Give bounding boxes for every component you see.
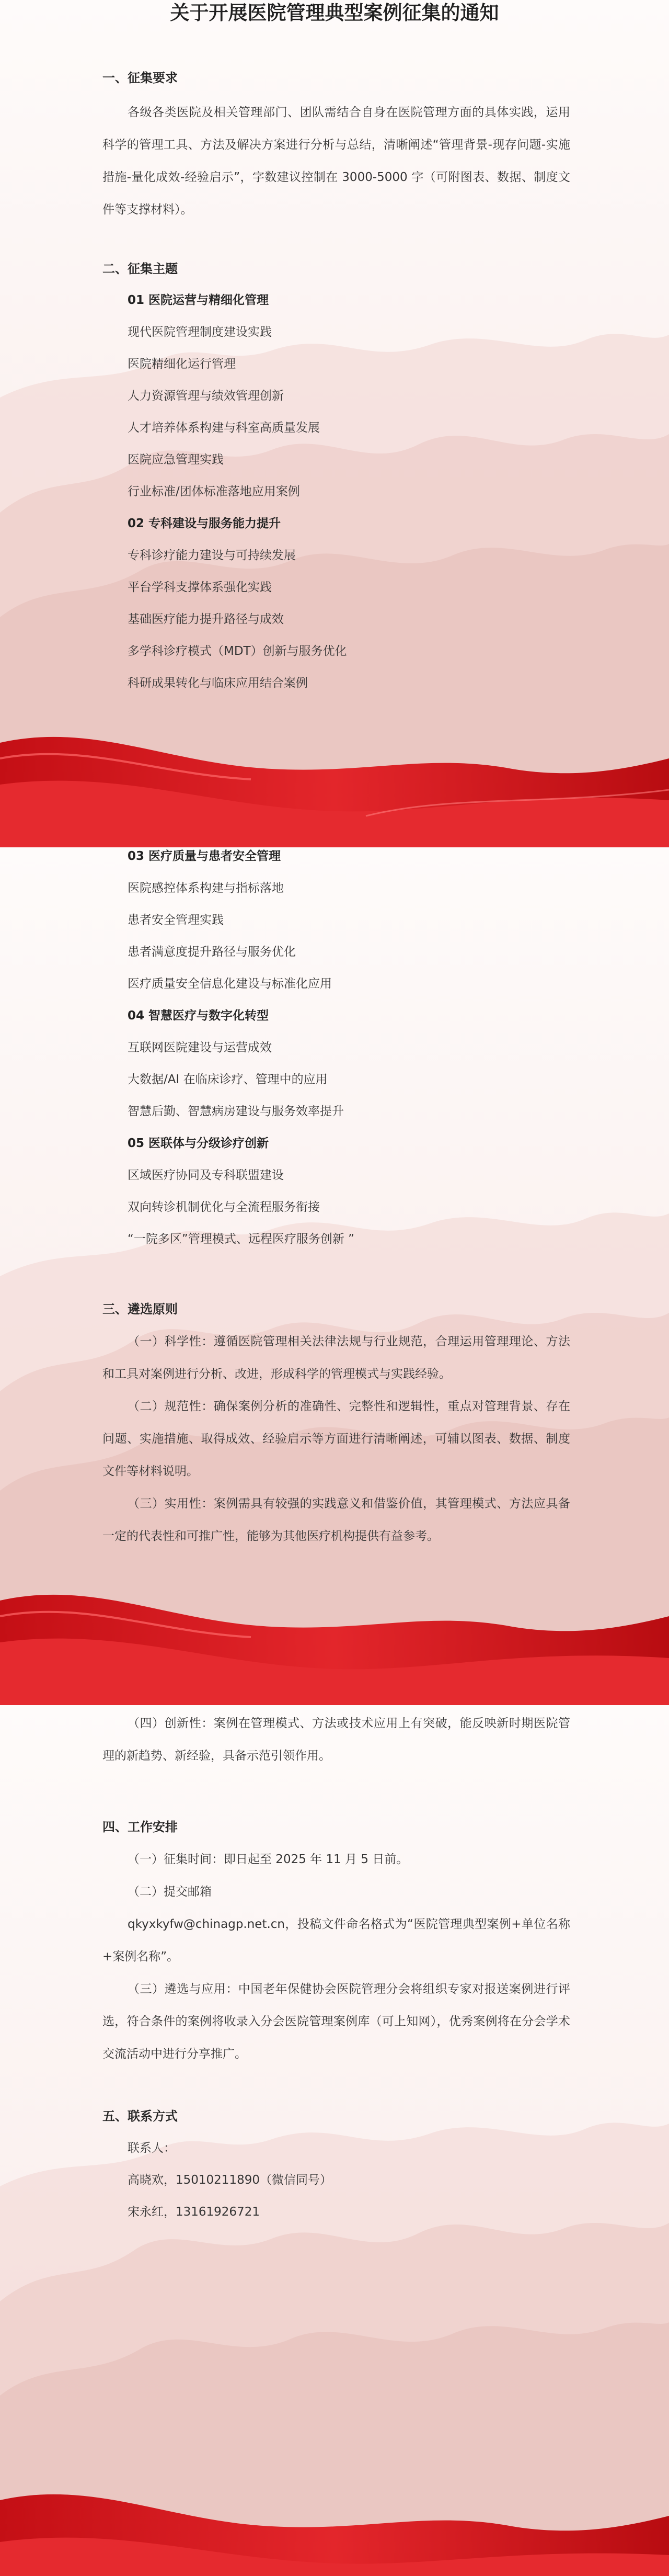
theme-item: “一院多区”管理模式、远程医疗服务创新 ” (128, 1232, 355, 1246)
theme-item: 互联网医院建设与运营成效 (128, 1041, 272, 1054)
arrangement-email-label: （二）提交邮箱 (128, 1885, 212, 1899)
mountain-mist-illustration (0, 1705, 669, 2576)
section-heading-themes: 二、征集主题 (102, 262, 178, 276)
contact-label: 联系人： (128, 2141, 176, 2155)
section-heading-requirements: 一、征集要求 (102, 71, 178, 85)
requirements-paragraph: 各级各类医院及相关管理部门、团队需结合自身在医院管理方面的具体实践，运用科学的管理工具、方法及解决方案进行分析与总结，清晰阐述“管理背景-现存问题-实施措施-量化成效-经验启示”，字数建议控制在 3000-5000 字（可附图表、数据、制度文件等支撑材料）。 (102, 106, 570, 217)
theme-item: 医疗质量安全信息化建设与标准化应用 (128, 977, 332, 991)
arrangement-selection: （三）遴选与应用：中国老年保健协会医院管理分会将组织专家对报送案例进行评选，符合条件的案例将收录入分会医院管理案例库（可上知网），优秀案例将在分会学术交流活动中进行分享推广。 (102, 1982, 570, 2061)
background-panel-3 (0, 1705, 669, 2576)
theme-item: 平台学科支撑体系强化实践 (128, 581, 272, 594)
theme-item: 人力资源管理与绩效管理创新 (128, 389, 284, 403)
section-heading-principles: 三、遴选原则 (102, 1302, 178, 1317)
mountain-mist-illustration (0, 847, 669, 1705)
background-panel-2 (0, 847, 669, 1705)
theme-item: 基础医疗能力提升路径与成效 (128, 612, 284, 626)
arrangement-email-info: qkyxkyfw@chinagp.net.cn，投稿文件命名格式为“医院管理典型案例+单位名称+案例名称”。 (102, 1917, 570, 1964)
theme-item: 多学科诊疗模式（MDT）创新与服务优化 (128, 644, 347, 658)
theme-item: 区域医疗协同及专科联盟建设 (128, 1168, 284, 1182)
section-heading-contact: 五、联系方式 (102, 2109, 178, 2124)
theme-item: 患者安全管理实践 (128, 913, 224, 927)
theme-group-title: 04 智慧医疗与数字化转型 (128, 1009, 269, 1023)
theme-item: 医院精细化运行管理 (128, 357, 236, 371)
theme-item: 双向转诊机制优化与全流程服务衔接 (128, 1200, 320, 1214)
contact-person: 宋永红，13161926721 (128, 2205, 260, 2219)
theme-group-title: 03 医疗质量与患者安全管理 (128, 849, 281, 863)
theme-item: 智慧后勤、智慧病房建设与服务效率提升 (128, 1105, 344, 1118)
principle-standard: （二）规范性：确保案例分析的准确性、完整性和逻辑性，重点对管理背景、存在问题、实施措施、取得成效、经验启示等方面进行清晰阐述，可辅以图表、数据、制度文件等材料说明。 (102, 1400, 570, 1478)
contact-person: 高晓欢，15010211890（微信同号） (128, 2173, 332, 2187)
arrangement-deadline: （一）征集时间：即日起至 2025 年 11 月 5 日前。 (128, 1853, 409, 1866)
page-title: 关于开展医院管理典型案例征集的通知 (170, 2, 499, 24)
theme-item: 人才培养体系构建与科室高质量发展 (128, 421, 320, 435)
theme-item: 行业标准/团体标准落地应用案例 (128, 485, 300, 498)
theme-item: 大数据/AI 在临床诊疗、管理中的应用 (128, 1073, 328, 1086)
theme-item: 专科诊疗能力建设与可持续发展 (128, 549, 296, 562)
principle-practical: （三）实用性：案例需具有较强的实践意义和借鉴价值，其管理模式、方法应具备一定的代表性和可推广性，能够为其他医疗机构提供有益参考。 (102, 1497, 570, 1543)
theme-item: 现代医院管理制度建设实践 (128, 325, 272, 339)
theme-item: 科研成果转化与临床应用结合案例 (128, 676, 308, 690)
theme-group-title: 01 医院运营与精细化管理 (128, 293, 269, 307)
principle-scientific: （一）科学性：遵循医院管理相关法律法规与行业规范，合理运用管理理论、方法和工具对案例进行分析、改进，形成科学的管理模式与实践经验。 (102, 1335, 570, 1381)
theme-item: 医院应急管理实践 (128, 453, 224, 467)
section-heading-arrangement: 四、工作安排 (102, 1820, 178, 1834)
principle-innovative: （四）创新性：案例在管理模式、方法或技术应用上有突破，能反映新时期医院管理的新趋势、新经验，具备示范引领作用。 (102, 1717, 570, 1763)
theme-group-title: 02 专科建设与服务能力提升 (128, 517, 281, 530)
theme-group-title: 05 医联体与分级诊疗创新 (128, 1137, 269, 1150)
theme-item: 患者满意度提升路径与服务优化 (128, 945, 296, 959)
theme-item: 医院感控体系构建与指标落地 (128, 881, 284, 895)
